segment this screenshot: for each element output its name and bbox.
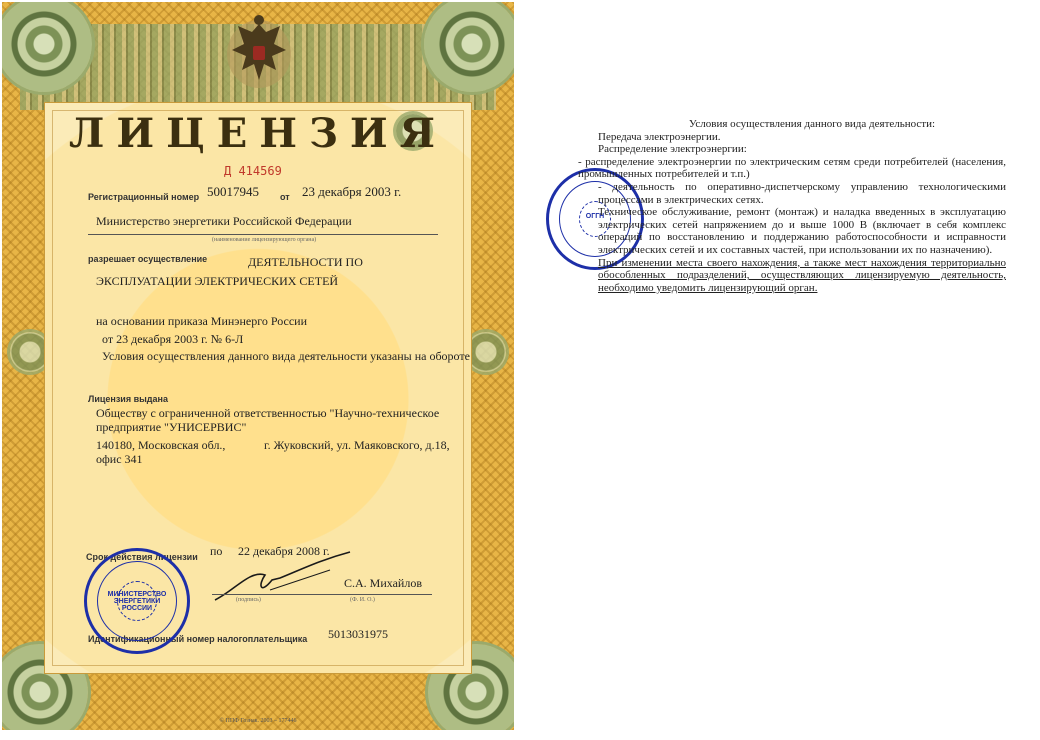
- permits-label: разрешает осуществление: [88, 254, 208, 264]
- condition-item-3: - распределение электроэнергии по электрическим сетям среди потребителей (населения, промышленных потребителей и т.п.): [578, 155, 1006, 181]
- address-part-3: офис 341: [96, 452, 143, 466]
- reverse-seal-stamp: ОГГН: [546, 168, 644, 270]
- validity-prefix: по: [210, 544, 223, 558]
- activity-line-2: ЭКСПЛУАТАЦИИ ЭЛЕКТРИЧЕСКИХ СЕТЕЙ: [96, 274, 339, 288]
- basis-text: на основании приказа Минэнерго России: [96, 314, 307, 328]
- activity-line-1: ДЕЯТЕЛЬНОСТИ ПО: [248, 255, 363, 269]
- validity-date: 22 декабря 2008 г.: [238, 544, 330, 558]
- issuer-caption: (наименование лицензирующего органа): [212, 237, 317, 243]
- signatory-name: С.А. Михайлов: [344, 576, 423, 590]
- address-part-1: 140180, Московская обл.,: [96, 438, 226, 452]
- official-seal-stamp: [84, 548, 190, 654]
- basis-date: от 23 декабря 2003 г. № 6-Л: [102, 332, 244, 346]
- inn-value: 5013031975: [328, 627, 388, 641]
- reg-date-from-label: от: [280, 192, 290, 202]
- address-part-2: г. Жуковский, ул. Маяковского, д.18,: [264, 438, 450, 452]
- validity-label: Срок действия лицензии: [86, 552, 198, 562]
- issued-to-line-2: предприятие "УНИСЕРВИС": [96, 420, 247, 434]
- coat-of-arms-emblem: [224, 10, 294, 92]
- serial-number: Д 414569: [224, 164, 282, 178]
- reg-number-label: Регистрационный номер: [88, 192, 200, 202]
- relocation-notice: При изменении места своего нахождения, а также мест нахождения территориально обособленных подразделений, осуществляющих лицензируемую деятельность, необходимо уведомить лицензирующий орган.: [598, 256, 1006, 294]
- signature-scribble: [210, 550, 360, 610]
- condition-item-5: Техническое обслуживание, ремонт (монтаж) и наладка введенных в эксплуатацию электрических сетей напряжением до и выше 1000 В (включает в себя комплекс операций по восстановлению и поддержанию работоспособности и исправности электрических сетей и их составных частей, при использовании их по назначению).: [598, 206, 1006, 256]
- condition-item-4: - деятельность по оперативно-диспетчерскому управлению технологическими процессами в электрических сетях.: [598, 180, 1006, 206]
- issued-label: Лицензия выдана: [88, 394, 168, 404]
- license-title: ЛИЦЕНЗИЯ: [68, 110, 447, 157]
- issued-to-line-1: Обществу с ограниченной ответственностью "Научно-техническое: [96, 406, 440, 420]
- reg-number-value: 50017945: [207, 184, 259, 199]
- print-mark: © ППФ Гознак. 2003 – 177446: [219, 718, 297, 724]
- name-caption: (Ф. И. О.): [350, 597, 375, 603]
- condition-item-2: Распределение электроэнергии:: [598, 143, 747, 156]
- conditions-note: Условия осуществления данного вида деятельности указаны на обороте: [102, 349, 470, 363]
- signature-caption: (подпись): [236, 597, 261, 603]
- condition-item-1: Передача электроэнергии.: [598, 130, 721, 143]
- reverse-side-conditions: [578, 118, 1006, 294]
- reg-date-value: 23 декабря 2003 г.: [302, 184, 402, 199]
- license-certificate: [2, 2, 514, 730]
- inn-label: Идентификационный номер налогоплательщика: [88, 634, 308, 644]
- conditions-heading: Условия осуществления данного вида деятельности:: [688, 118, 936, 130]
- seal-text: МИНИСТЕРСТВО ЭНЕРГЕТИКИ РОССИИ: [107, 591, 167, 612]
- issuer-name: Министерство энергетики Российской Федерации: [96, 214, 352, 228]
- side-rosette-right: [466, 332, 506, 372]
